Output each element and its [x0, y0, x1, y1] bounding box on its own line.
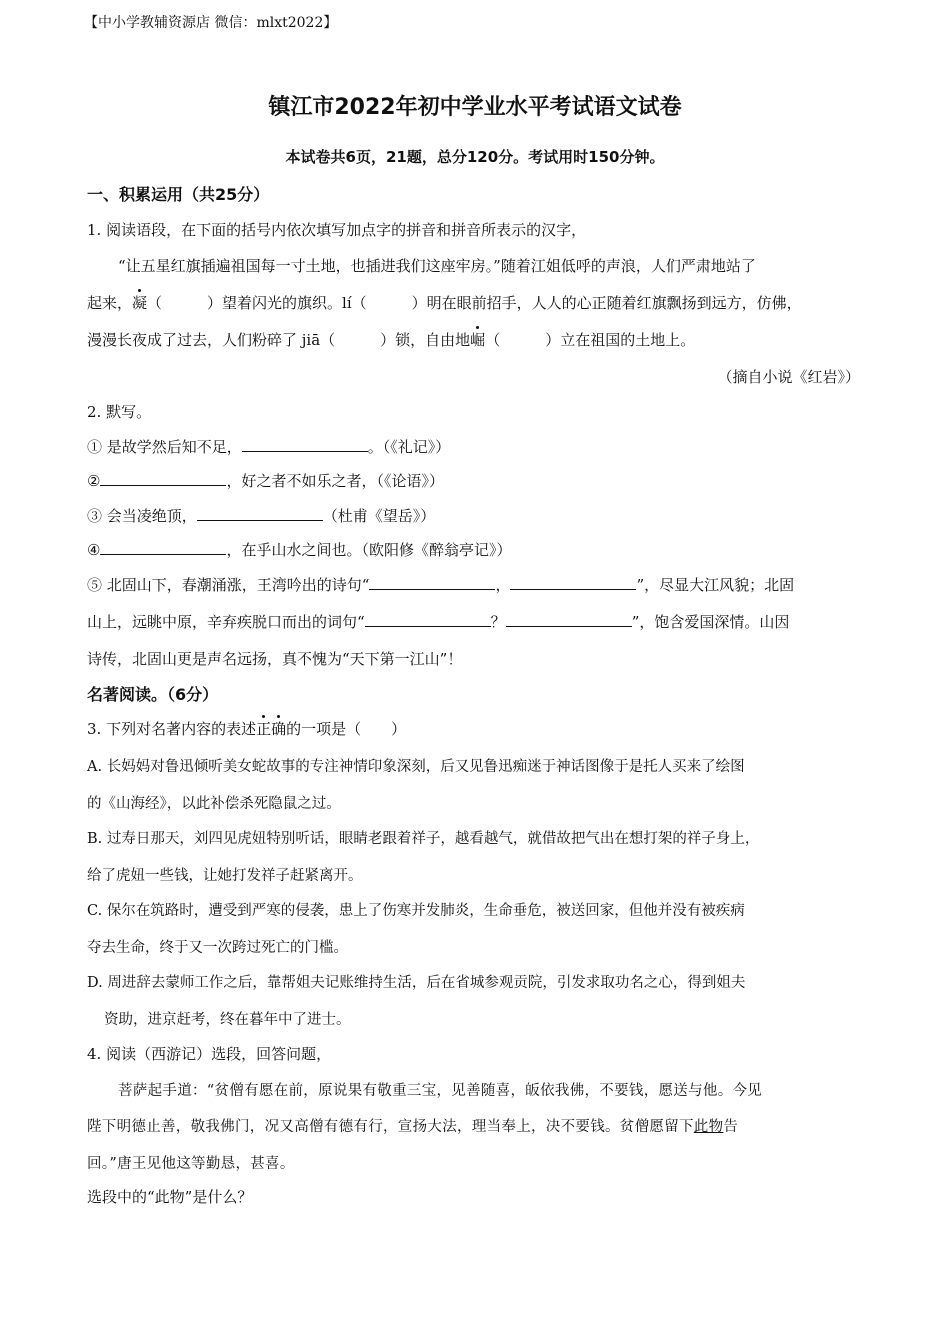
q2-item — [87, 470, 444, 491]
underlined-phrase: 此物 — [693, 1119, 724, 1135]
option-d-cont: 资助，进京赶考，终在暮年中了进士。 — [104, 1012, 351, 1028]
q2-text: ② — [87, 472, 101, 490]
q1-stem: 1. 阅读语段，在下面的括号内依次填写加点字的拼音和拼音所表示的汉字， — [87, 221, 587, 239]
q2-text: 山上，远眺中原，辛弃疾脱口而出的词句“ — [87, 613, 365, 631]
q1-text: （ ）望着闪光的旗织。lí（ ）明在眼前招手，人人的心正随着红旗飘扬到远方，仿佛， — [147, 294, 802, 312]
q2-text: ”，尽显大江风貌；北固 — [636, 576, 795, 594]
answer-blank[interactable] — [506, 612, 632, 627]
page-subtitle: 本试卷共6页，21题，总分120分。考试用时150分钟。 — [285, 148, 665, 166]
q2-item — [87, 574, 794, 595]
answer-blank[interactable] — [100, 540, 226, 555]
header-note: 【中小学教辅资源店 微信：mlxt2022】 — [84, 15, 338, 31]
option-b[interactable]: B. 过寿日那天，刘四见虎妞特别听话，眼睛老跟着祥子，越看越气，就借故把气出在想打架的祥子身上， — [87, 831, 760, 847]
q2-text: ④ — [87, 541, 101, 559]
q2-text: ，在乎山水之间也。（欧阳修《醉翁亭记》） — [226, 541, 512, 559]
q2-text: ⑤ 北固山下，春潮涌涨，王湾吟出的诗句“ — [87, 576, 370, 594]
q4-text: 告 — [723, 1119, 739, 1135]
q4-stem: 4. 阅读（西游记）选段，回答问题， — [87, 1045, 332, 1063]
dotted-char: 凝 — [132, 294, 148, 312]
dotted-char: 崛 — [470, 331, 486, 349]
q1-paragraph-line: “让五星红旗插遍祖国每一寸土地，也插进我们这座牢房。”随着江姐低呼的声浪，人们严肃地站了 — [118, 257, 756, 275]
option-a[interactable]: A. 长妈妈对鲁迅倾听美女蛇故事的专注神情印象深刻，后又见鲁迅痴迷于神话图像于是托人买来了绘图 — [87, 759, 745, 775]
q2-item — [87, 611, 789, 632]
dotted-char: 正 — [256, 720, 272, 738]
answer-blank[interactable] — [100, 471, 226, 486]
q2-stem: 2. 默写。 — [87, 403, 152, 421]
q3-stem — [87, 718, 406, 739]
q4-excerpt-line — [87, 1115, 738, 1136]
q2-text: ， — [495, 576, 511, 594]
answer-blank[interactable] — [197, 506, 323, 521]
q1-text: （ ）立在祖国的土地上。 — [485, 331, 696, 349]
q2-item — [87, 436, 450, 457]
q1-text: 起来， — [87, 294, 133, 312]
q1-paragraph-line — [87, 329, 695, 350]
q4-question: 选段中的“此物”是什么？ — [87, 1188, 253, 1206]
q1-text: 漫漫长夜成了过去，人们粉碎了 jiā（ ）锁，自由地 — [87, 331, 471, 349]
q2-text: ③ 会当凌绝顶， — [87, 507, 197, 525]
section-heading-2: 名著阅读。（6分） — [87, 685, 219, 704]
option-c-cont: 夺去生命，终于又一次跨过死亡的门槛。 — [87, 940, 348, 956]
q2-text: （杜甫《望岳》） — [322, 507, 436, 525]
q3-text: 的一项是（ ） — [286, 720, 407, 738]
answer-blank[interactable] — [510, 575, 636, 590]
answer-blank[interactable] — [365, 612, 491, 627]
q2-text: ？ — [490, 613, 506, 631]
page-title: 镇江市2022年初中学业水平考试语文试卷 — [268, 95, 682, 120]
option-c[interactable]: C. 保尔在筑路时，遭受到严寒的侵袭，患上了伤寒并发肺炎，生命垂危，被送回家，但他并没有被疾病 — [87, 903, 745, 919]
q4-excerpt-line: 菩萨起手道：“贫僧有愿在前，原说果有敬重三宝，见善随喜，皈依我佛，不要钱，愿送与他。今见 — [118, 1083, 763, 1099]
answer-blank[interactable] — [369, 575, 495, 590]
q4-text: 陛下明德止善，敬我佛门，况又高僧有德有行，宣扬大法，理当奉上，决不要钱。贫僧愿留下 — [87, 1119, 694, 1135]
dotted-char: 确 — [271, 720, 287, 738]
option-a-cont: 的《山海经》，以此补偿杀死隐鼠之过。 — [87, 796, 341, 812]
answer-blank[interactable] — [242, 437, 368, 452]
q4-excerpt-line: 回。”唐王见他这等勤恳，甚喜。 — [87, 1156, 295, 1172]
q1-paragraph-line — [87, 292, 802, 313]
q1-source: （摘自小说《红岩》） — [717, 368, 860, 386]
q2-text: ，好之者不如乐之者，（《论语》） — [226, 472, 444, 490]
option-d[interactable]: D. 周进辞去蒙师工作之后，靠帮姐夫记账维持生活，后在省城参观贡院，引发求取功名之心，得到姐夫 — [87, 975, 746, 991]
q2-item — [87, 505, 435, 526]
section-heading-1: 一、积累运用（共25分） — [87, 185, 270, 204]
q2-text: ① 是故学然后知不足， — [87, 438, 242, 456]
q2-item — [87, 539, 511, 560]
q2-text: ”，饱含爱国深情。山因 — [631, 613, 790, 631]
option-b-cont: 给了虎妞一些钱，让她打发祥子赶紧离开。 — [87, 868, 363, 884]
q2-item: 诗传，北固山更是声名远扬，真不愧为“天下第一江山”！ — [87, 650, 463, 668]
q3-text: 3. 下列对名著内容的表述 — [87, 720, 257, 738]
q2-text: 。（《礼记》） — [367, 438, 451, 456]
